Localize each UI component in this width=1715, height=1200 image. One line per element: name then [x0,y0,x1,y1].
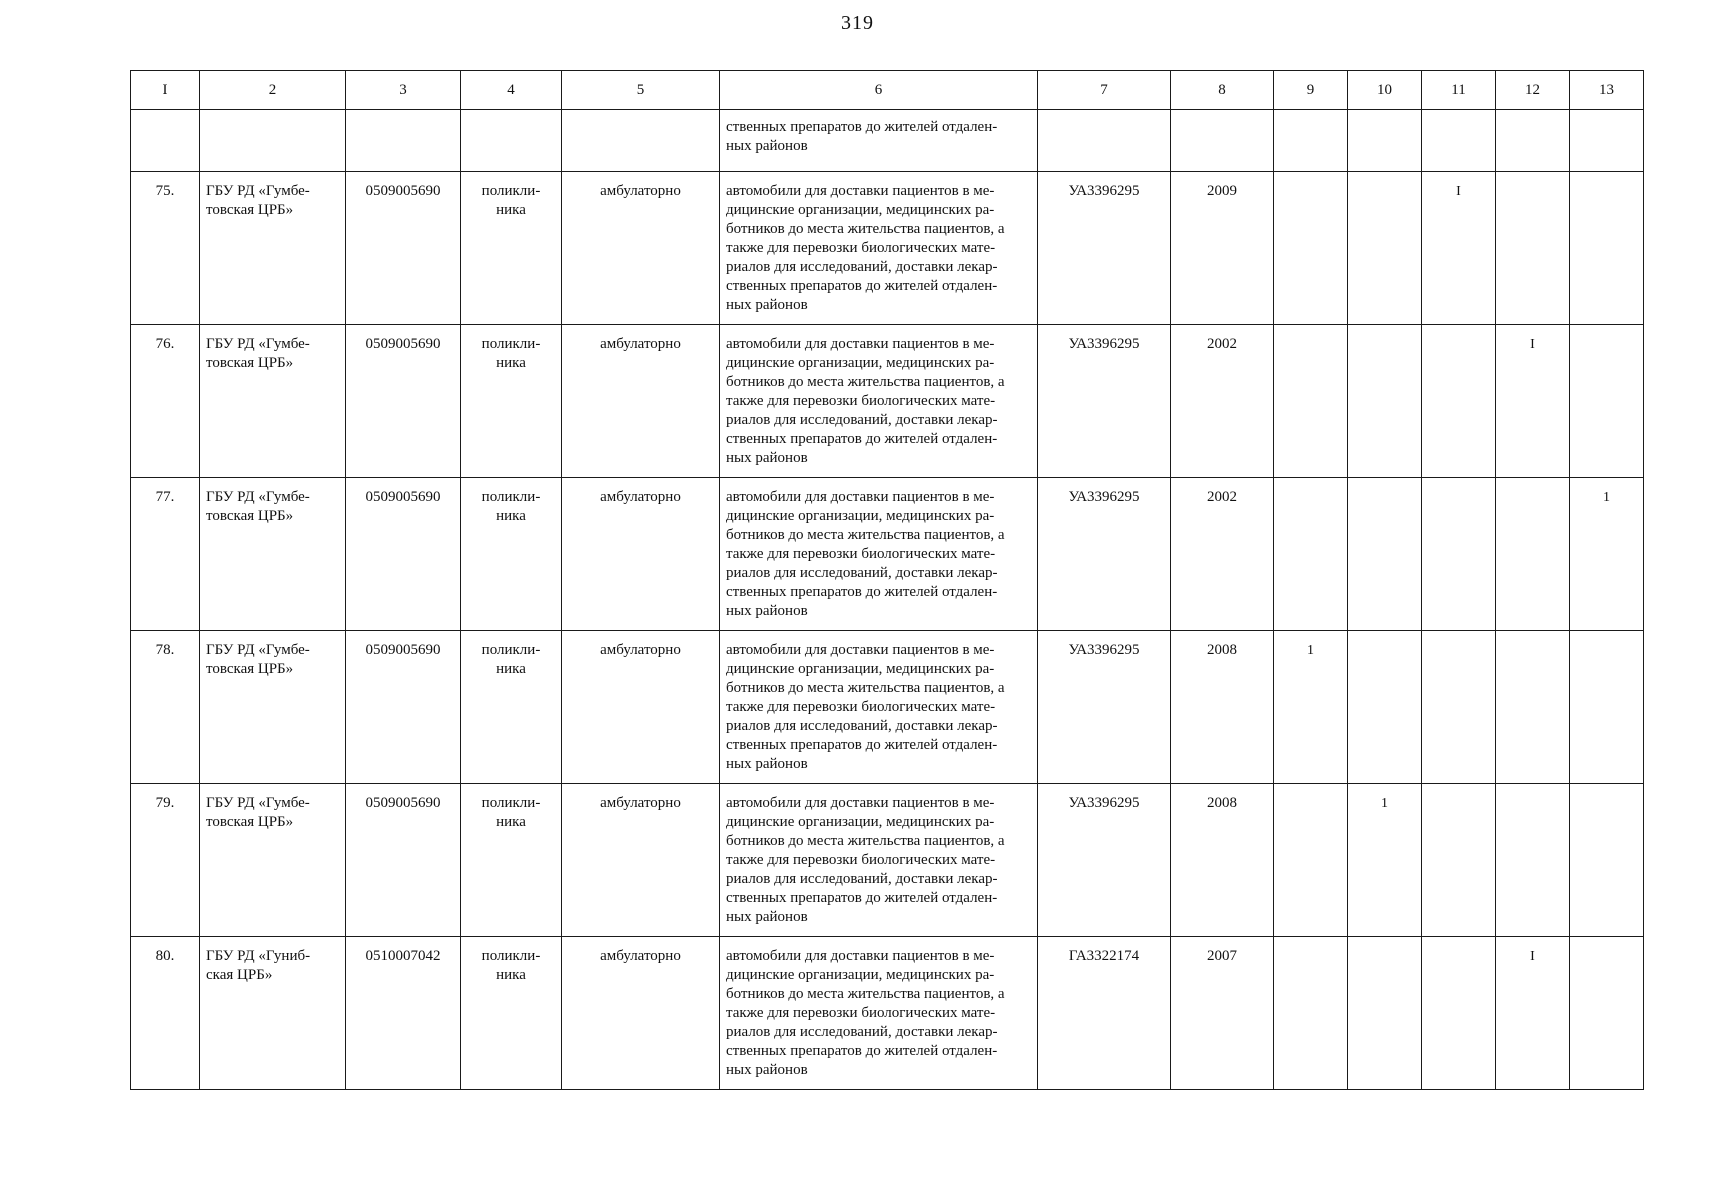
column-number: 11 [1422,71,1496,110]
column-number: 7 [1038,71,1171,110]
mark-col-9 [1274,325,1348,478]
organization-code: 0509005690 [346,784,461,937]
mark-col-11 [1422,325,1496,478]
vehicle-number: УА3396295 [1038,325,1171,478]
column-number: 3 [346,71,461,110]
vehicle-purpose: автомобили для доставки пациентов в ме- дицинские организации, медицинских ра- ботников до места жительства пациентов, а также для перевозки биологических мате- риалов для исследований, доставки лекар- ственных препаратов до жителей отдален- ных районов [720,784,1038,937]
organization-code: 0509005690 [346,172,461,325]
manufacture-year: 2009 [1171,172,1274,325]
manufacture-year: 2007 [1171,937,1274,1090]
manufacture-year: 2002 [1171,478,1274,631]
row-number: 75. [131,172,200,325]
manufacture-year: 2008 [1171,631,1274,784]
care-mode: амбулаторно [562,478,720,631]
organization-code: 0509005690 [346,631,461,784]
row-number: 80. [131,937,200,1090]
organization-name: ГБУ РД «Гумбе- товская ЦРБ» [200,478,346,631]
mark-col-9 [1274,784,1348,937]
register-table [130,70,1644,1090]
mark-col-12 [1496,784,1570,937]
mark-col-12 [1496,172,1570,325]
mark-value: 1 [1603,490,1610,505]
column-number: 5 [562,71,720,110]
mark-col-12 [1496,631,1570,784]
vehicle-purpose: автомобили для доставки пациентов в ме- дицинские организации, медицинских ра- ботников до места жительства пациентов, а также для перевозки биологических мате- риалов для исследований, доставки лекар- ственных препаратов до жителей отдален- ных районов [720,325,1038,478]
mark-col-10 [1348,631,1422,784]
mark-col-9 [1274,478,1348,631]
table-row [131,631,1644,784]
row-number: 76. [131,325,200,478]
column-number: 4 [461,71,562,110]
mark-col-13 [1570,784,1644,937]
mark-value: 1 [1307,643,1314,658]
department: поликли- ника [461,172,562,325]
mark-col-13 [1570,478,1644,631]
care-mode: амбулаторно [562,172,720,325]
mark-col-9 [1274,631,1348,784]
vehicle-number: УА3396295 [1038,478,1171,631]
organization-name: ГБУ РД «Гумбе- товская ЦРБ» [200,631,346,784]
page-number: 319 [841,12,874,34]
organization-name: ГБУ РД «Гумбе- товская ЦРБ» [200,784,346,937]
mark-col-11 [1422,784,1496,937]
organization-code: 0510007042 [346,937,461,1090]
mark-col-11 [1422,172,1496,325]
vehicle-purpose: автомобили для доставки пациентов в ме- дицинские организации, медицинских ра- ботников до места жительства пациентов, а также для перевозки биологических мате- риалов для исследований, доставки лекар- ственных препаратов до жителей отдален- ных районов [720,631,1038,784]
mark-col-13 [1570,937,1644,1090]
mark-col-10 [1348,784,1422,937]
department: поликли- ника [461,784,562,937]
manufacture-year: 2008 [1171,784,1274,937]
care-mode: амбулаторно [562,784,720,937]
care-mode: амбулаторно [562,631,720,784]
vehicle-number: УА3396295 [1038,172,1171,325]
manufacture-year: 2002 [1171,325,1274,478]
column-number: 10 [1348,71,1422,110]
vehicle-purpose: автомобили для доставки пациентов в ме- дицинские организации, медицинских ра- ботников до места жительства пациентов, а также для перевозки биологических мате- риалов для исследований, доставки лекар- ственных препаратов до жителей отдален- ных районов [720,478,1038,631]
organization-name: ГБУ РД «Гуниб- ская ЦРБ» [200,937,346,1090]
column-number-row [131,71,1644,110]
table-row [131,325,1644,478]
mark-col-13 [1570,631,1644,784]
mark-col-9 [1274,937,1348,1090]
mark-col-13 [1570,325,1644,478]
table-row [131,784,1644,937]
vehicle-purpose: автомобили для доставки пациентов в ме- дицинские организации, медицинских ра- ботников до места жительства пациентов, а также для перевозки биологических мате- риалов для исследований, доставки лекар- ственных препаратов до жителей отдален- ных районов [720,937,1038,1090]
row-number: 79. [131,784,200,937]
column-number: 13 [1570,71,1644,110]
care-mode: амбулаторно [562,325,720,478]
continuation-text: ственных препаратов до жителей отдален- ных районов [720,110,1038,172]
mark-col-11 [1422,937,1496,1090]
mark-col-11 [1422,478,1496,631]
vehicle-purpose: автомобили для доставки пациентов в ме- дицинские организации, медицинских ра- ботников до места жительства пациентов, а также для перевозки биологических мате- риалов для исследований, доставки лекар- ственных препаратов до жителей отдален- ных районов [720,172,1038,325]
mark-col-9 [1274,172,1348,325]
column-number: 12 [1496,71,1570,110]
mark-value: I [1530,337,1535,352]
care-mode: амбулаторно [562,937,720,1090]
row-number: 78. [131,631,200,784]
department: поликли- ника [461,937,562,1090]
department: поликли- ника [461,478,562,631]
mark-col-10 [1348,937,1422,1090]
table-row [131,172,1644,325]
mark-col-12 [1496,478,1570,631]
table-row [131,937,1644,1090]
mark-col-11 [1422,631,1496,784]
mark-value: 1 [1381,796,1388,811]
table-row [131,478,1644,631]
department: поликли- ника [461,325,562,478]
column-number: 6 [720,71,1038,110]
mark-col-10 [1348,478,1422,631]
column-number: 2 [200,71,346,110]
column-number: 9 [1274,71,1348,110]
vehicle-number: ГА3322174 [1038,937,1171,1090]
vehicle-number: УА3396295 [1038,631,1171,784]
department: поликли- ника [461,631,562,784]
mark-col-10 [1348,172,1422,325]
vehicle-number: УА3396295 [1038,784,1171,937]
column-number: I [131,71,200,110]
mark-col-12 [1496,325,1570,478]
organization-code: 0509005690 [346,478,461,631]
organization-code: 0509005690 [346,325,461,478]
mark-col-12 [1496,937,1570,1090]
mark-col-10 [1348,325,1422,478]
organization-name: ГБУ РД «Гумбе- товская ЦРБ» [200,172,346,325]
column-number: 8 [1171,71,1274,110]
organization-name: ГБУ РД «Гумбе- товская ЦРБ» [200,325,346,478]
mark-value: I [1456,184,1461,199]
mark-value: I [1530,949,1535,964]
mark-col-13 [1570,172,1644,325]
continuation-row [131,110,1644,172]
row-number: 77. [131,478,200,631]
